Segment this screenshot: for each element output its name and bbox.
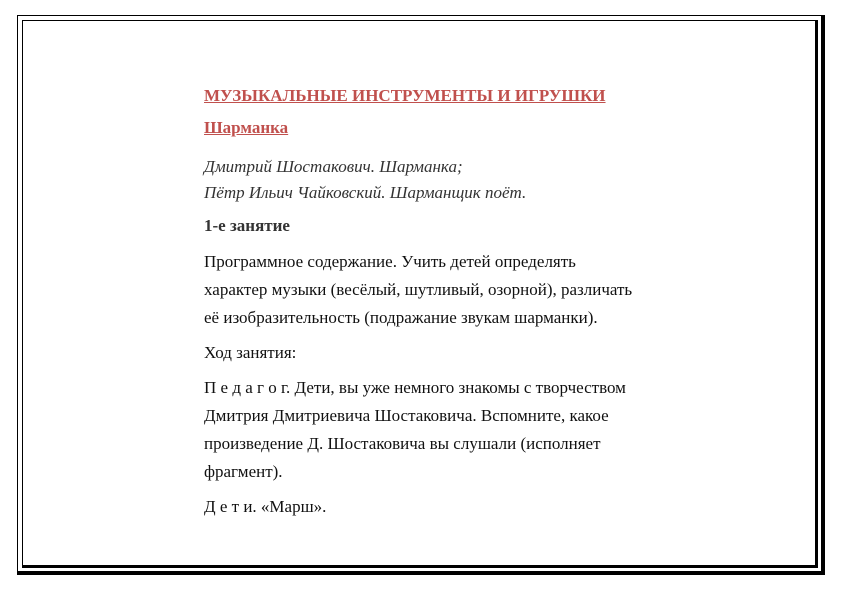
lesson-heading: 1-е занятие [204,216,290,235]
text-line: характер музыки (весёлый, шутливый, озорной), различать [204,280,633,299]
text-line: произведение Д. Шостаковича вы слушали (исполняет [204,434,601,453]
document-subtitle: Шарманка [204,118,289,137]
course-paragraph: Ход занятия: [204,343,297,362]
text-line: Программное содержание. Учить детей определять [204,252,576,271]
composer-line: Пётр Ильич Чайковский. Шарманщик поёт. [204,183,527,202]
document-body [204,84,704,528]
composers-block [204,154,704,206]
text-line: П е д а г о г. Дети, вы уже немного знакомы с творчеством [204,378,626,397]
document-title: МУЗЫКАЛЬНЫЕ ИНСТРУМЕНТЫ И ИГРУШКИ [204,86,606,105]
text-line: Дмитрия Дмитриевича Шостаковича. Вспомните, какое [204,406,609,425]
teacher-paragraph [204,374,704,486]
text-line: её изобразительность (подражание звукам шарманки). [204,308,598,327]
children-paragraph: Д е т и. «Марш». [204,497,327,516]
composer-line: Дмитрий Шостакович. Шарманка; [204,157,463,176]
text-line: фрагмент). [204,462,283,481]
program-paragraph [204,248,704,332]
